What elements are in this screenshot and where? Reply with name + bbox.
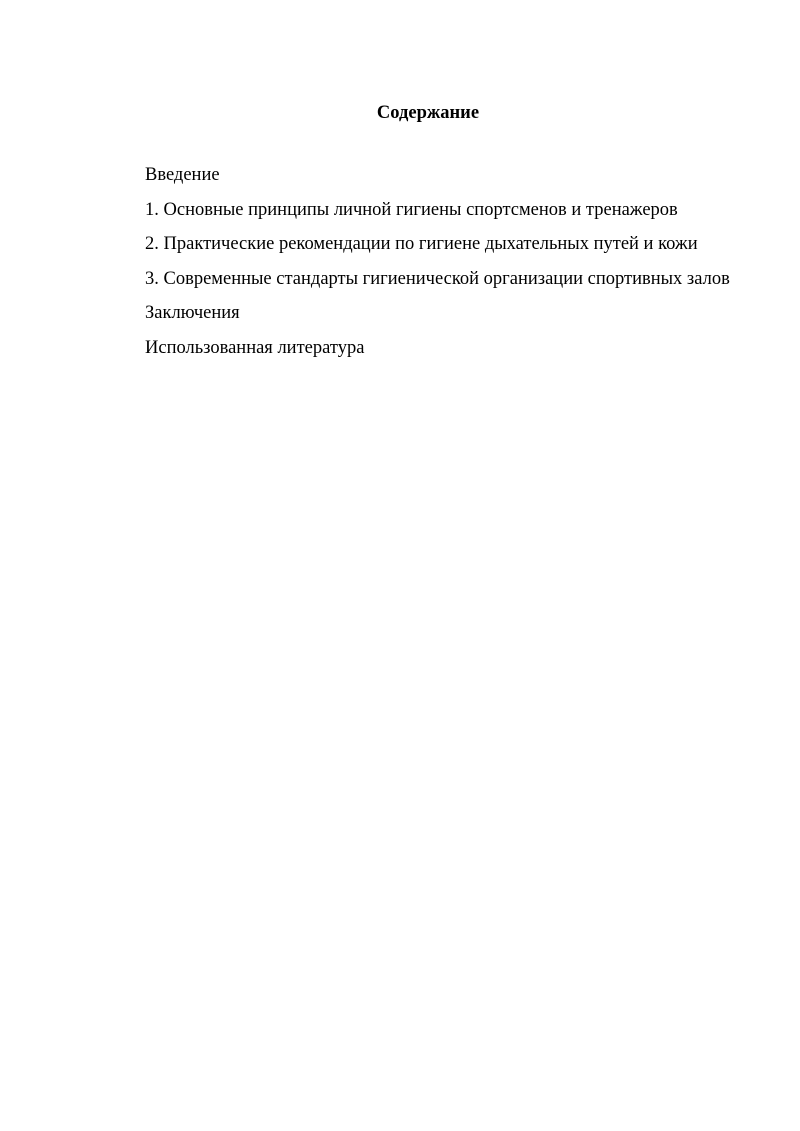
toc-item-conclusion: Заключения bbox=[145, 303, 240, 323]
page-title: Содержание bbox=[376, 103, 480, 123]
toc-item-references: Использованная литература bbox=[145, 337, 365, 358]
toc-item-chapter-2: 2. Практические рекомендации по гигиене дыхательных путей и кожи bbox=[145, 234, 698, 254]
toc-item-introduction: Введение bbox=[145, 165, 220, 185]
toc-item-chapter-3: 3. Современные стандарты гигиенической организации спортивных залов bbox=[145, 268, 730, 289]
toc-item-chapter-1: 1. Основные принципы личной гигиены спортсменов и тренажеров bbox=[145, 199, 678, 220]
table-of-contents bbox=[114, 158, 742, 365]
